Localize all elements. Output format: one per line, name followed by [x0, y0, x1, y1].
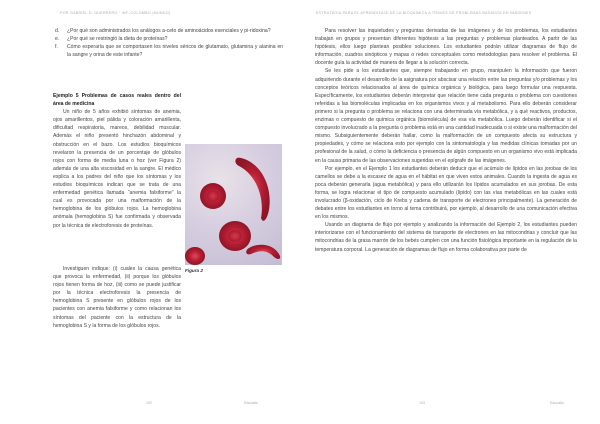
list-item-letter: f. [55, 44, 58, 51]
left-footer-brand: Educatio [244, 401, 258, 405]
round-red-cell [219, 221, 251, 251]
left-body-column [53, 88, 181, 230]
round-red-cell [200, 183, 226, 209]
body-paragraph: Investiguen indique: (i) cuales la causa genética que provoca la enfermedad, (ii) porque los glóbulos rojos tienen forma de hoz, (iii) como se puede justificar por la técnica electroforesis la presencia de hemoglobina S presente en glóbulos rojos de los pacientes con anemia falsiforme y como relacionan los síntomas del paciente con la estructura de la hemoglobina S y la forma de los glóbulos rojos. [53, 266, 181, 329]
list-item-text: ¿Por qué se restringió la dieta de proteínas? [67, 36, 168, 43]
sickle-red-cell [246, 245, 280, 259]
right-page-number: 103 [419, 401, 425, 405]
example-title: Ejemplo 5 Problemas de casos reales dentro del área de medicina [53, 93, 181, 108]
round-red-cell [185, 247, 205, 265]
left-body-column-lower [53, 265, 181, 330]
body-paragraph: Usando un diagrama de flujo por ejemplo y analizando la información del Ejemplo 2, los estudiantes pueden interiorizarse con el funcionamiento del sistema de transporte de electrones en las mitocondrias y concluir que las mitocondrias de la grasa marrón de los bebés cumplen con una función fisiológica importante en la regulación de la temperatura corporal. La generación de diagramas de flujo en forma colaborativa por parte de [315, 222, 577, 253]
list-item-text: ¿Por qué son administrados los análogos a-ceto de aminoácidos esenciales y pi-ridoxina? [67, 28, 271, 34]
body-paragraph: Para resolver las inquietudes y preguntas derivadas de las imágenes y de los problemas, los estudiantes trabajan en grupos y presentan diferentes hipótesis a las preguntas y problemas planteados. A partir de las hipótesis, ellos luego plantean posibles soluciones. Los estudiantes podrán utilizar diagramas de flujo de información, cuadros sinópticos y mapas o redes conceptuales como metodologías para resolver el problema. El docente guía la actividad de manera de llegar a la solución correcta. [315, 28, 577, 67]
question-list [53, 27, 283, 59]
sickle-red-cell [235, 158, 269, 221]
body-paragraph: Se les pide a los estudiantes que, siempre trabajando en grupo, manipulen la información que fueron adquiriendo durante el desarrollo de la asignatura por abscisar una relación entre las preguntas y/o problemas y los conceptos teóricos relacionados al área de química orgánica y biológica, para luego formular una respuesta. Específicamente, los estudiantes deberán interpretar que relación tiene cada pregunta o problema con cuestiones referidas a las biomoléculas implicadas en los organismos vivos y al metabolismo. Para ello deberán considerar primero si la pregunta o problema se relaciona con una determinada vía metabólica, y a qué reactivos, productos, enzimas o compuesto de química orgánica (biomolécula) de esa vía metabólica. Luego deberán identificar si el compuesto involucrado a la pregunta o problema está en una cantidad inadecuada o si existe una malformación del mismo. Subsiguientemente deberán hallar, como la malformación de un compuesto afecta su estructura y propiedades, y cómo se relaciona esto por ejemplo con la sintomatología y las medidas clínicas tomadas por un profesional de la salud, o cómo la deficiencia o presencia de algún compuesto en un organismo vivo está implicada en la causa primaria de las observaciones sugeridas en el epígrafe de las imágenes. [315, 68, 577, 164]
right-running-head: ESTRATEGIA PARA EL APRENDIZAJE DE LA BIOQUÍMICA A TRAVÉS DE PROBLEMAS BASADOS EN IMÁGENES [316, 11, 532, 15]
figure-caption: Figura 2 [185, 268, 203, 273]
sickle-cell-figure [185, 144, 282, 265]
list-item-letter: e. [55, 36, 60, 43]
list-item [53, 43, 283, 59]
right-footer-brand: Educatio [550, 401, 564, 405]
red-blood-cells-illustration [185, 144, 282, 265]
list-item-text: Cómo esperaría que se comportasen los niveles séricos de glutamato, glutamina y alanina en la sangre y orina de este infante? [67, 44, 283, 59]
list-item [53, 27, 283, 35]
list-item [53, 35, 283, 43]
right-body-column [315, 27, 577, 254]
left-running-head: POR GABRIEL D. GUERRERO · INF. COLOMBO (MUNDO) [60, 11, 171, 15]
body-paragraph: Por ejemplo, en el Ejemplo 1 los estudiantes deberán deducir que el acúmulo de lípidos en las jorobas de los camellos se debe a la escasez de agua en el hábitat en que viven estos animales. Cuando la ingesta de agua es poca deberán generarla (agua metabólica) y para ello utilizarán los lípidos acumulados en sus jorobas. De esta forma, se logra relacionar el tipo de compuesto acumulado (lípido) con las vías metabólicas en las cuales está involucrado (β-oxidación, ciclo de Krebs y cadena de transporte de electrones principalmente). La generación de debates entre los estudiantes en torno al tema contribuirá, por ejemplo, al desarrollo de una comunicación efectiva en los mismos. [315, 165, 577, 221]
left-page-number: 102 [146, 401, 152, 405]
body-paragraph: Un niño de 5 años exhibió síntomas de anemia, ojos amarillentos, piel pálida y coloración amarillenta, dificultad respiratoria, mareos, debilidad muscular. Además el niño presentó hinchazón abdominal y obstrucción en el bazo. Los estudios bioquímicos revelaron la presencia de un porcentaje de glóbulos rojos con forma de media luna o hoz (ver Figura 2) además de una alta viscosidad en la sangre. El médico explica a los padres del niño que los síntomas y los estudios bioquímicos indican que se trata de una enfermedad genética llamada “anemia falsiforme” la cual es provocada por una malformación de la hemoglobina de los glóbulos rojos. La hemoglobina anómala (hemoglobina S) fue confirmada y observada por la técnica de electroforesis de proteínas. [53, 109, 181, 229]
list-item-letter: d. [55, 28, 60, 34]
right-page [300, 0, 600, 424]
